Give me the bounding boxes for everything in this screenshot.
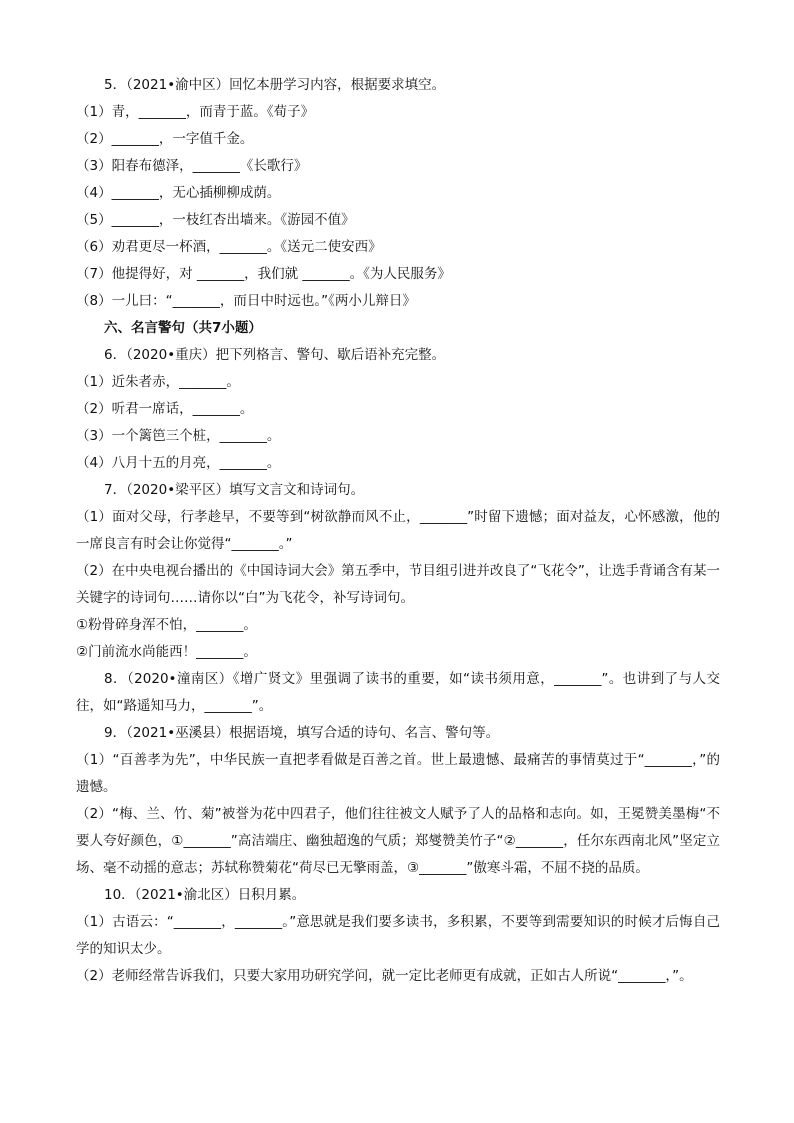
q7-item-2: （2）在中央电视台播出的《中国诗词大会》第五季中，节目组引进并改良了“飞花令”，让选手背诵含有某一关键字的诗词句……请你以“白”为飞花令，补写诗词句。 (76, 563, 720, 606)
question-6-header: 6．（2020•重庆）把下列格言、警句、歇后语补充完整。 (104, 347, 446, 363)
question-8: 8．（2020•潼南区）《增广贤文》里强调了读书的重要，如“读书须用意，_______”。也讲到了与人交往，如“路遥知马力，_______”。 (76, 671, 720, 714)
q10-item-1: （1）古语云：“_______，_______。”意思就是我们要多读书，多积累，不要等到需要知识的时候才后悔自己学的知识太少。 (76, 914, 720, 957)
q6-item-3: （3）一个篱笆三个桩，_______。 (76, 428, 281, 444)
question-10-header: 10．（2021•渝北区）日积月累。 (104, 887, 306, 903)
section-6-title: 六、名言警句（共7小题） (104, 320, 262, 336)
q5-item-6: （6）劝君更尽一杯酒，_______。《送元二使安西》 (76, 239, 382, 255)
question-7-header: 7．（2020•梁平区）填写文言文和诗词句。 (104, 482, 365, 498)
q5-item-4: （4）_______，无心插柳柳成荫。 (76, 185, 281, 201)
q5-item-3: （3）阳春布德泽，_______《长歌行》 (76, 158, 308, 174)
q5-item-8: （8）一儿曰：“_______，而日中时远也。”《两小儿辩日》 (76, 293, 416, 309)
q5-item-7: （7）他提得好，对 _______，我们就 _______。《为人民服务》 (76, 266, 451, 282)
question-9-header: 9．（2021•巫溪县）根据语境，填写合适的诗句、名言、警句等。 (104, 725, 500, 741)
document-content (76, 72, 720, 990)
q7-item-1: （1）面对父母，行孝趁早，不要等到“树欲静而风不止，_______”时留下遗憾；面对益友，心怀感激，他的一席良言有时会让你觉得“_______。” (76, 509, 720, 552)
q9-item-1: （1）“百善孝为先”，中华民族一直把孝看做是百善之首。世上最遗憾、最痛苦的事情莫过于“_______，”的遗憾。 (76, 752, 720, 795)
q7-sub-1: ①粉骨碎身浑不怕，_______。 (76, 617, 257, 633)
q10-item-2: （2）老师经常告诉我们，只要大家用功研究学问，就一定比老师更有成就，正如古人所说“_______，”。 (76, 968, 693, 984)
question-5-header: 5．（2021•渝中区）回忆本册学习内容，根据要求填空。 (104, 77, 446, 93)
q5-item-5: （5）_______，一枝红杏出墙来。《游园不值》 (76, 212, 355, 228)
q5-item-2: （2）_______，一字值千金。 (76, 131, 254, 147)
q5-item-1: （1）青，_______，而青于蓝。《荀子》 (76, 104, 315, 120)
q6-item-1: （1）近朱者赤，_______。 (76, 374, 240, 390)
q6-item-2: （2）听君一席话，_______。 (76, 401, 254, 417)
q6-item-4: （4）八月十五的月亮，_______。 (76, 455, 281, 471)
q9-item-2: （2）“梅、兰、竹、菊”被誉为花中四君子，他们往往被文人赋予了人的品格和志向。如，王冕赞美墨梅“不要人夸好颜色，①_______”高洁端庄、幽独超逸的气质；郑燮赞美竹子“②_______，任尔东西南北风”坚定立场、毫不动摇的意志；苏轼称赞菊花“荷尽已无擎雨盖，③_______”傲寒斗霜，不屈不挠的品质。 (76, 806, 720, 876)
q7-sub-2: ②门前流水尚能西！_______。 (76, 644, 257, 660)
